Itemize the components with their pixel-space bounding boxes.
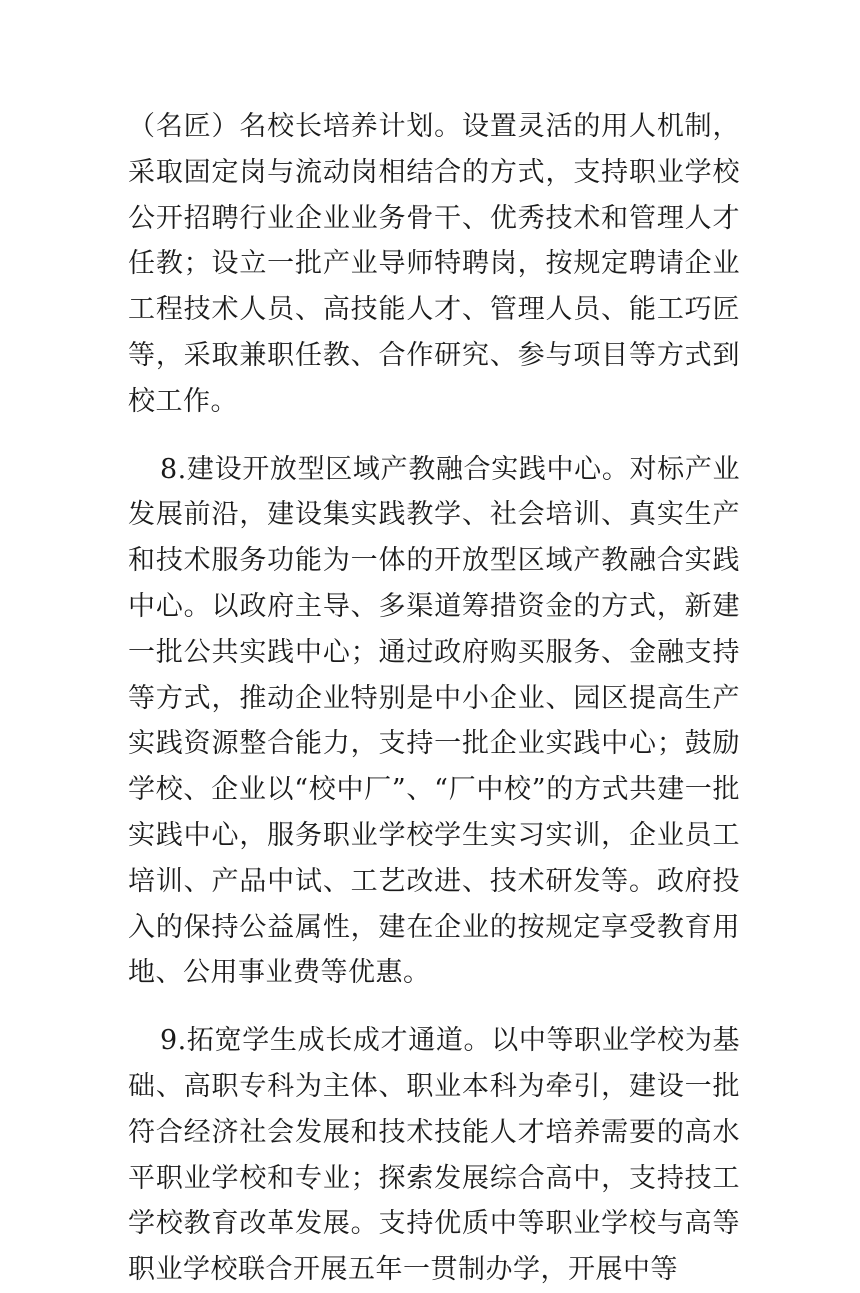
paragraph-item-8: 8.建设开放型区域产教融合实践中心。对标产业发展前沿，建设集实践教学、社会培训、真实生产和技术服务功能为一体的开放型区域产教融合实践中心。以政府主导、多渠道筹措资金的方式，新建一批公共实践中心；通过政府购买服务、金融支持等方式，推动企业特别是中小企业、园区提高生产实践资源整合能力，支持一批企业实践中心；鼓励学校、企业以“校中厂”、“厂中校”的方式共建一批实践中心，服务职业学校学生实习实训，企业员工培训、产品中试、工艺改进、技术研发等。政府投入的保持公益属性，建在企业的按规定享受教育用地、公用事业费等优惠。 bbox=[128, 453, 740, 989]
paragraph-continued: （名匠）名校长培养计划。设置灵活的用人机制，采取固定岗与流动岗相结合的方式，支持职业学校公开招聘行业企业业务骨干、优秀技术和管理人才任教；设立一批产业导师特聘岗，按规定聘请企业工程技术人员、高技能人才、管理人员、能工巧匠等，采取兼职任教、合作研究、参与项目等方式到校工作。 bbox=[128, 111, 740, 417]
document-body bbox=[128, 104, 740, 1293]
paragraph-item-9: 9.拓宽学生成长成才通道。以中等职业学校为基础、高职专科为主体、职业本科为牵引，建设一批符合经济社会发展和技术技能人才培养需要的高水平职业学校和专业；探索发展综合高中，支持技工学校教育改革发展。支持优质中等职业学校与高等职业学校联合开展五年一贯制办学，开展中等 bbox=[128, 1025, 740, 1286]
